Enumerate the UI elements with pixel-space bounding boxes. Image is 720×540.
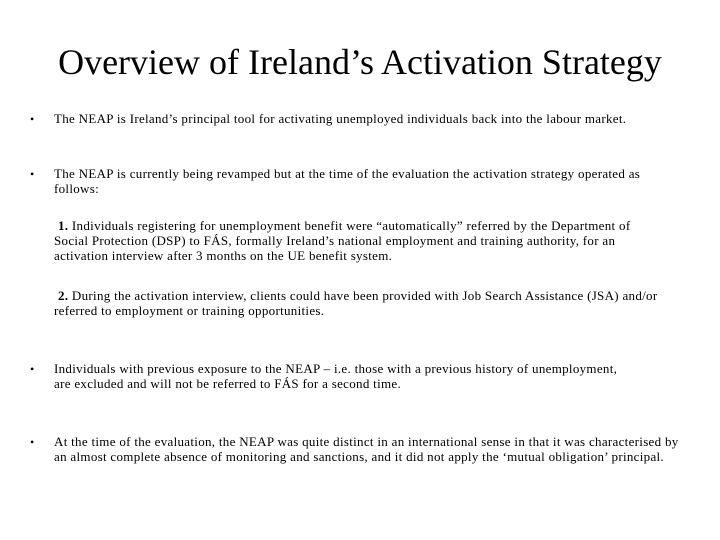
slide-title: Overview of Ireland’s Activation Strategy (58, 42, 662, 82)
numbered-item (54, 218, 654, 263)
bullet-text: Individuals with previous exposure to the NEAP – i.e. those with a previous history of unemployment, are excluded and will not be referred to FÁS for a second time. (54, 361, 618, 391)
bullet-marker: • (30, 435, 35, 449)
bullet-text: The NEAP is Ireland’s principal tool for activating unemployed individuals back into the labour market. (54, 111, 627, 126)
item-text: During the activation interview, clients could have been provided with Job Search Assistance (JSA) and/or referred to employment or training opportunities. (54, 288, 658, 318)
bullet-text: At the time of the evaluation, the NEAP was quite distinct in an international sense in that it was characterised by an almost complete absence of monitoring and sanctions, and it did not apply the ‘mutual obligation’ principal. (54, 434, 679, 464)
bullet-marker: • (30, 167, 35, 181)
numbered-item (54, 288, 679, 318)
bullet-marker: • (30, 112, 35, 126)
bullet-marker: • (30, 362, 35, 376)
item-text: Individuals registering for unemployment benefit were “automatically” referred by the Department of Social Protection (DSP) to FÁS, formally Ireland’s national employment and training authority, for an activation interview after 3 months on the UE benefit system. (54, 218, 631, 263)
bullet-text: The NEAP is currently being revamped but at the time of the evaluation the activation strategy operated as follows: (54, 166, 641, 196)
item-number: 1. (58, 218, 69, 233)
item-number: 2. (58, 288, 69, 303)
